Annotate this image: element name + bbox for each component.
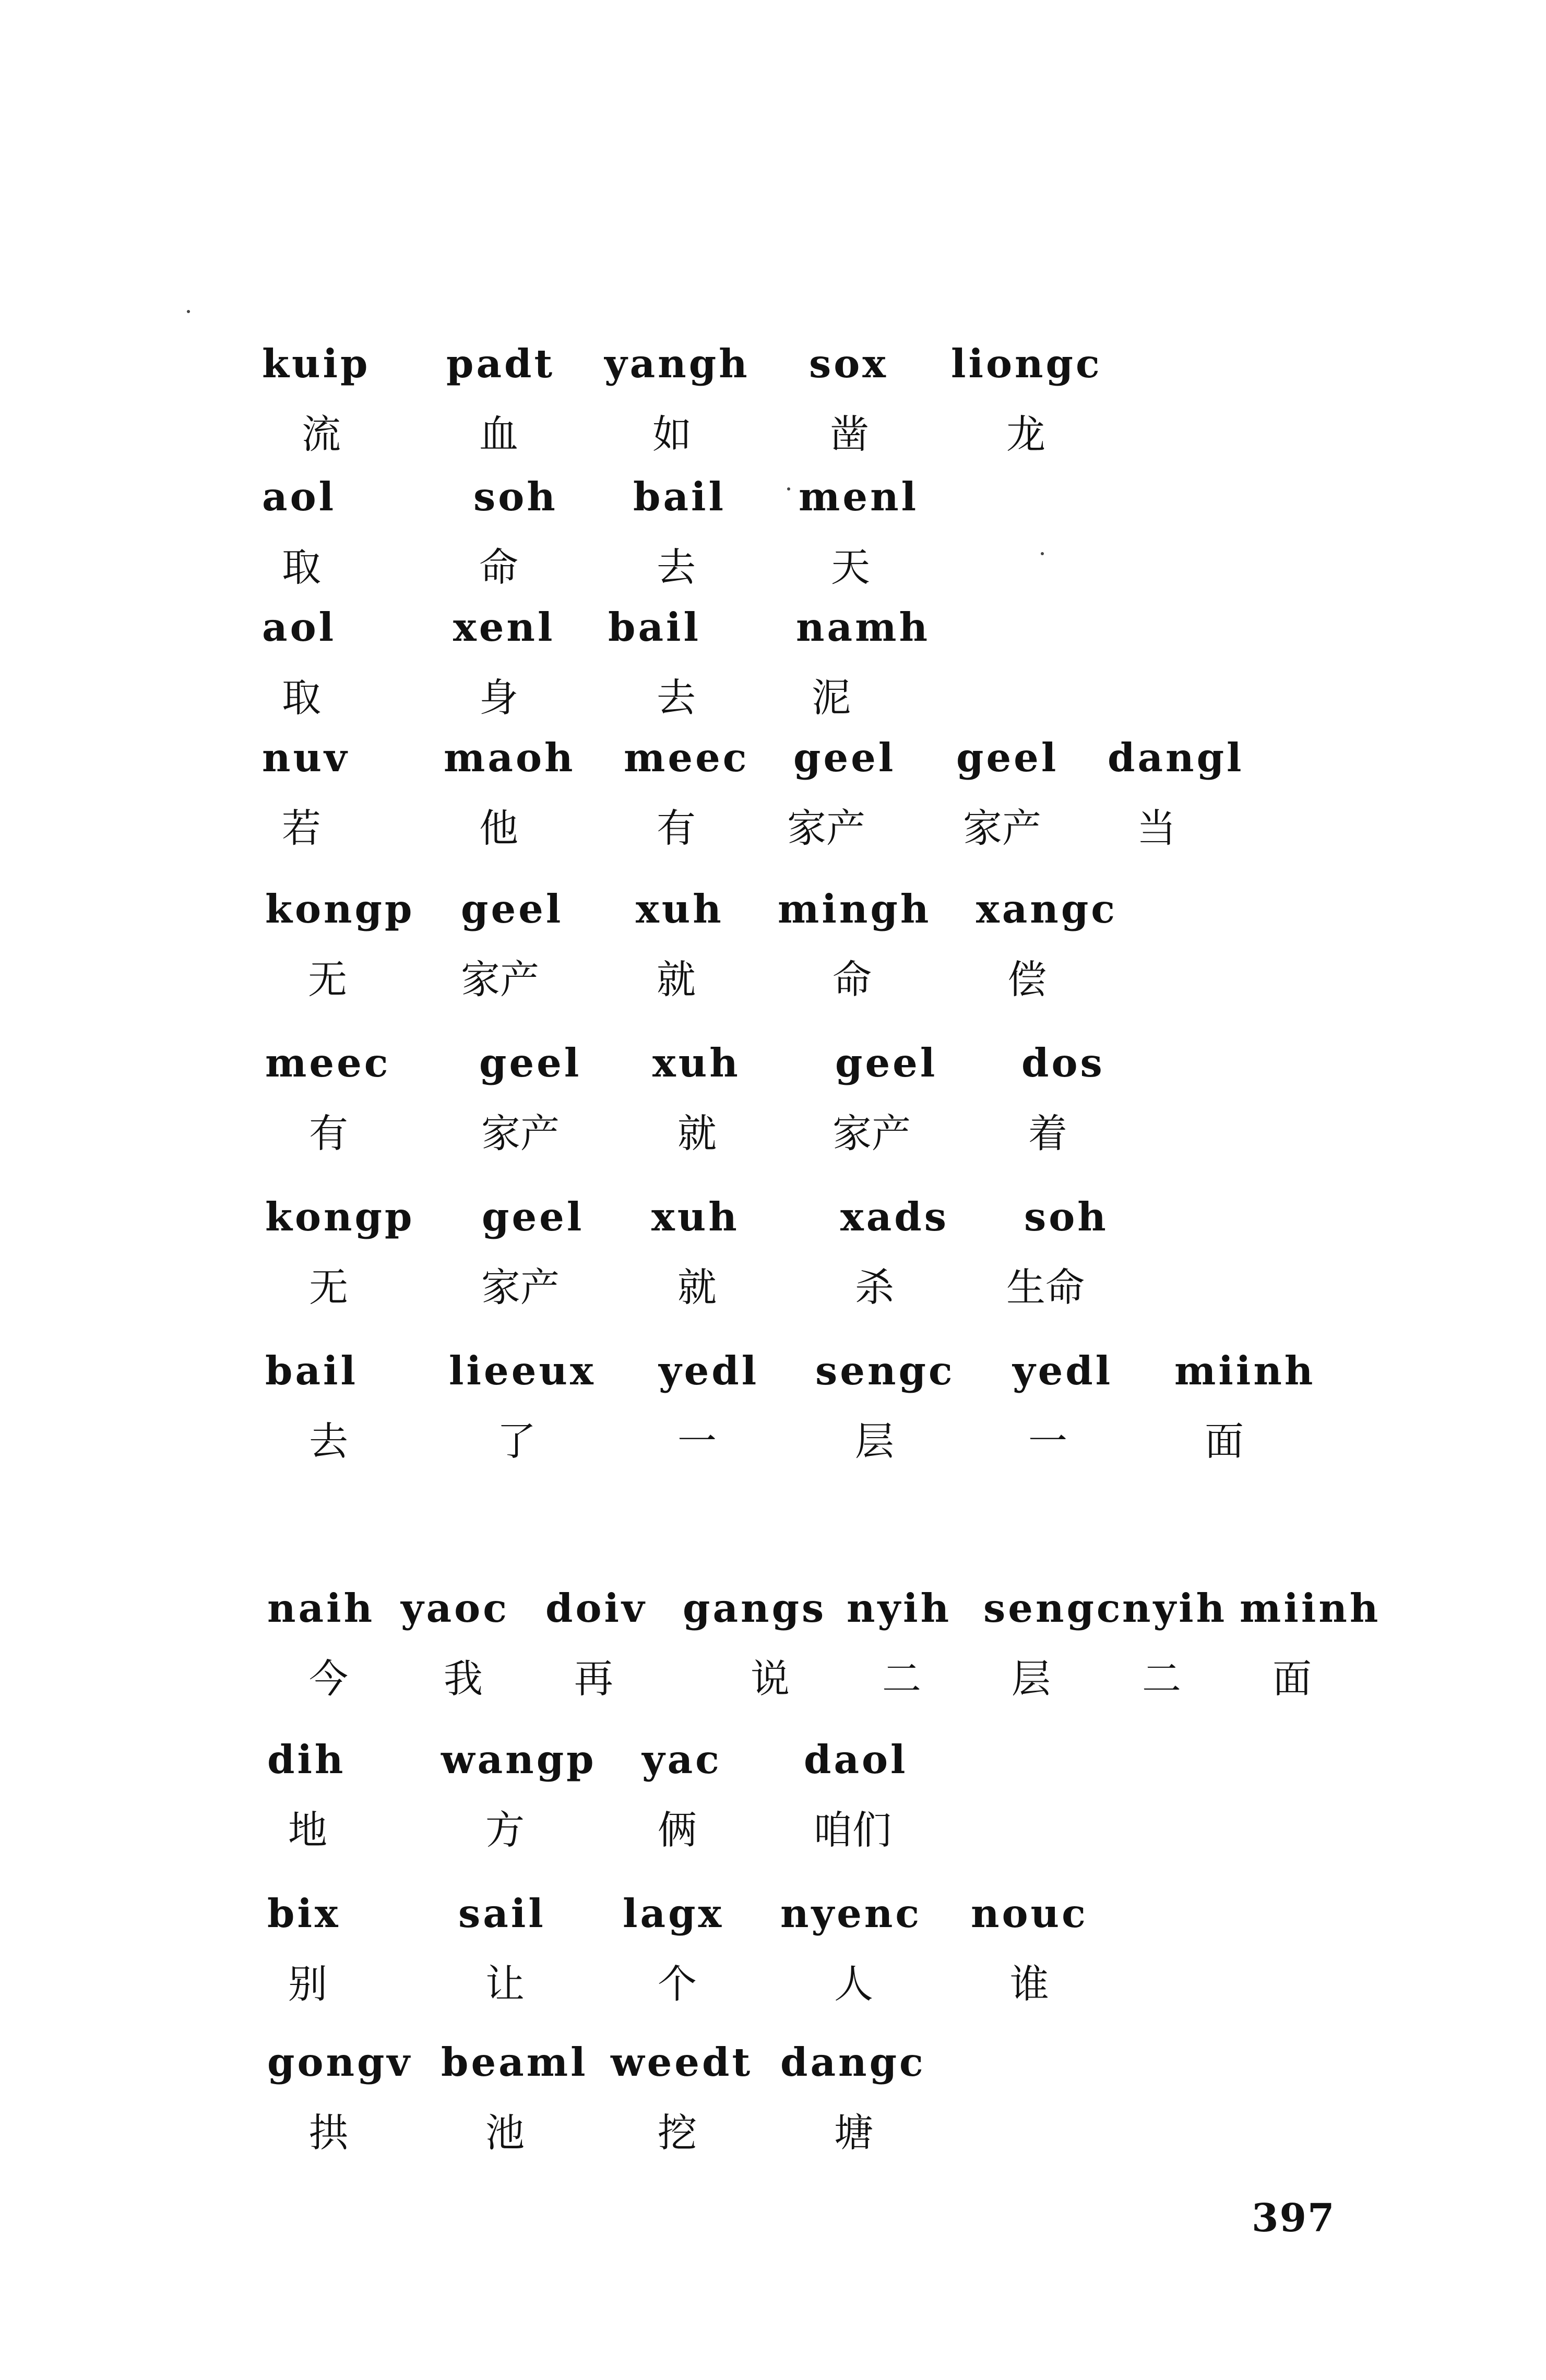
romanized-word: lieeux bbox=[449, 1348, 596, 1394]
romanized-word: xuh bbox=[636, 886, 724, 932]
chinese-gloss: 去 bbox=[309, 1418, 349, 1464]
chinese-gloss: 地 bbox=[288, 1807, 328, 1853]
romanized-word: meec bbox=[265, 1040, 391, 1086]
chinese-gloss: 泥 bbox=[812, 675, 851, 721]
chinese-gloss: 命 bbox=[833, 956, 872, 1002]
chinese-gloss: 别 bbox=[288, 1961, 328, 2007]
chinese-gloss: 天 bbox=[831, 544, 871, 590]
chinese-gloss: 家产 bbox=[833, 1110, 911, 1156]
romanized-word: maoh bbox=[444, 735, 576, 781]
romanized-word: soh bbox=[1024, 1194, 1109, 1240]
romanized-word: bix bbox=[267, 1891, 341, 1936]
romanized-word: sail bbox=[458, 1891, 546, 1936]
romanized-word: padt bbox=[446, 341, 555, 387]
romanized-word: liongc bbox=[951, 341, 1102, 387]
romanized-word: sengc bbox=[983, 1585, 1123, 1631]
romanized-word: mingh bbox=[778, 886, 932, 932]
chinese-gloss: 家产 bbox=[963, 805, 1042, 851]
romanized-word: dangl bbox=[1108, 735, 1244, 781]
romanized-word: miinh bbox=[1174, 1348, 1316, 1394]
chinese-gloss: 生命 bbox=[1006, 1264, 1085, 1310]
chinese-gloss: 若 bbox=[282, 805, 322, 851]
chinese-gloss: 一 bbox=[1028, 1418, 1068, 1464]
chinese-gloss: 谁 bbox=[1010, 1961, 1050, 2007]
romanized-word: nuv bbox=[262, 735, 350, 781]
romanized-word: sengc bbox=[815, 1348, 955, 1394]
chinese-gloss: 咱们 bbox=[813, 1807, 892, 1853]
romanized-word: xenl bbox=[453, 604, 555, 650]
scan-speck bbox=[187, 310, 190, 313]
chinese-gloss: 面 bbox=[1205, 1418, 1244, 1464]
chinese-gloss: 他 bbox=[479, 805, 519, 851]
romanized-word: beaml bbox=[441, 2039, 588, 2085]
romanized-word: aol bbox=[262, 474, 337, 520]
chinese-gloss: 人 bbox=[834, 1961, 874, 2007]
romanized-word: dos bbox=[1021, 1040, 1105, 1086]
chinese-gloss: 塘 bbox=[834, 2110, 874, 2156]
romanized-word: kongp bbox=[265, 886, 415, 932]
chinese-gloss: 层 bbox=[855, 1418, 895, 1464]
chinese-gloss: 家产 bbox=[787, 805, 866, 851]
romanized-word: miinh bbox=[1240, 1585, 1381, 1631]
chinese-gloss: 挖 bbox=[658, 2110, 697, 2156]
romanized-word: gangs bbox=[683, 1585, 827, 1631]
chinese-gloss: 拱 bbox=[309, 2110, 349, 2156]
romanized-word: naih bbox=[267, 1585, 375, 1631]
chinese-gloss: 俩 bbox=[658, 1807, 697, 1853]
chinese-gloss: 方 bbox=[485, 1807, 525, 1853]
romanized-word: kuip bbox=[262, 341, 371, 387]
chinese-gloss: 家产 bbox=[481, 1264, 560, 1310]
romanized-word: nouc bbox=[971, 1891, 1088, 1936]
romanized-word: dangc bbox=[780, 2039, 926, 2085]
romanized-word: geel bbox=[793, 735, 896, 781]
romanized-word: soh bbox=[473, 474, 558, 520]
romanized-word: nyih bbox=[1122, 1585, 1228, 1631]
chinese-gloss: 二 bbox=[1142, 1656, 1182, 1702]
romanized-word: nyih bbox=[847, 1585, 952, 1631]
chinese-gloss: 就 bbox=[677, 1110, 717, 1156]
chinese-gloss: 就 bbox=[677, 1264, 717, 1310]
romanized-word: gongv bbox=[267, 2039, 413, 2085]
romanized-word: xuh bbox=[651, 1194, 740, 1240]
chinese-gloss: 着 bbox=[1028, 1110, 1068, 1156]
romanized-word: kongp bbox=[265, 1194, 415, 1240]
romanized-word: nyenc bbox=[780, 1891, 922, 1936]
chinese-gloss: 一 bbox=[677, 1418, 717, 1464]
romanized-word: geel bbox=[482, 1194, 585, 1240]
romanized-word: geel bbox=[461, 886, 564, 932]
chinese-gloss: 再 bbox=[574, 1656, 614, 1702]
chinese-gloss: 有 bbox=[309, 1110, 349, 1156]
romanized-word: xuh bbox=[652, 1040, 741, 1086]
romanized-word: bail bbox=[265, 1348, 359, 1394]
chinese-gloss: 池 bbox=[485, 2110, 525, 2156]
romanized-word: namh bbox=[796, 604, 931, 650]
romanized-word: yac bbox=[642, 1737, 722, 1783]
scan-speck bbox=[787, 487, 790, 491]
chinese-gloss: 有 bbox=[657, 805, 696, 851]
chinese-gloss: 去 bbox=[657, 675, 696, 721]
chinese-gloss: 让 bbox=[485, 1961, 525, 2007]
romanized-word: doiv bbox=[545, 1585, 647, 1631]
romanized-word: daol bbox=[804, 1737, 908, 1783]
chinese-gloss: 当 bbox=[1137, 805, 1176, 851]
page-number: 397 bbox=[1252, 2196, 1336, 2241]
romanized-word: bail bbox=[608, 604, 701, 650]
chinese-gloss: 个 bbox=[658, 1961, 697, 2007]
chinese-gloss: 家产 bbox=[481, 1110, 560, 1156]
chinese-gloss: 我 bbox=[444, 1656, 483, 1702]
chinese-gloss: 无 bbox=[309, 1264, 349, 1310]
chinese-gloss: 说 bbox=[751, 1656, 790, 1702]
chinese-gloss: 龙 bbox=[1006, 411, 1046, 457]
romanized-word: menl bbox=[799, 474, 919, 520]
chinese-gloss: 家产 bbox=[461, 956, 540, 1002]
chinese-gloss: 命 bbox=[479, 544, 519, 590]
romanized-word: weedt bbox=[611, 2039, 753, 2085]
chinese-gloss: 凿 bbox=[830, 411, 870, 457]
chinese-gloss: 去 bbox=[657, 544, 696, 590]
romanized-word: yedl bbox=[1013, 1348, 1113, 1394]
chinese-gloss: 无 bbox=[308, 956, 348, 1002]
chinese-gloss: 层 bbox=[1012, 1656, 1051, 1702]
chinese-gloss: 偿 bbox=[1007, 956, 1047, 1002]
romanized-word: geel bbox=[956, 735, 1059, 781]
chinese-gloss: 取 bbox=[282, 544, 322, 590]
chinese-gloss: 身 bbox=[479, 675, 519, 721]
chinese-gloss: 流 bbox=[302, 411, 341, 457]
scan-speck bbox=[1041, 552, 1044, 555]
romanized-word: meec bbox=[624, 735, 750, 781]
chinese-gloss: 杀 bbox=[855, 1264, 895, 1310]
chinese-gloss: 二 bbox=[882, 1656, 922, 1702]
romanized-word: yaoc bbox=[401, 1585, 509, 1631]
chinese-gloss: 就 bbox=[657, 956, 696, 1002]
romanized-word: geel bbox=[479, 1040, 582, 1086]
romanized-word: aol bbox=[262, 604, 337, 650]
romanized-word: yedl bbox=[659, 1348, 759, 1394]
romanized-word: yangh bbox=[604, 341, 750, 387]
romanized-word: xads bbox=[840, 1194, 949, 1240]
chinese-gloss: 血 bbox=[479, 411, 519, 457]
romanized-word: lagx bbox=[623, 1891, 724, 1936]
romanized-word: sox bbox=[809, 341, 888, 387]
romanized-word: wangp bbox=[441, 1737, 597, 1783]
romanized-word: bail bbox=[633, 474, 727, 520]
romanized-word: geel bbox=[835, 1040, 938, 1086]
chinese-gloss: 了 bbox=[497, 1418, 537, 1464]
chinese-gloss: 面 bbox=[1273, 1656, 1312, 1702]
romanized-word: dih bbox=[267, 1737, 346, 1783]
chinese-gloss: 如 bbox=[652, 411, 692, 457]
chinese-gloss: 今 bbox=[309, 1656, 349, 1702]
romanized-word: xangc bbox=[976, 886, 1117, 932]
chinese-gloss: 取 bbox=[282, 675, 322, 721]
